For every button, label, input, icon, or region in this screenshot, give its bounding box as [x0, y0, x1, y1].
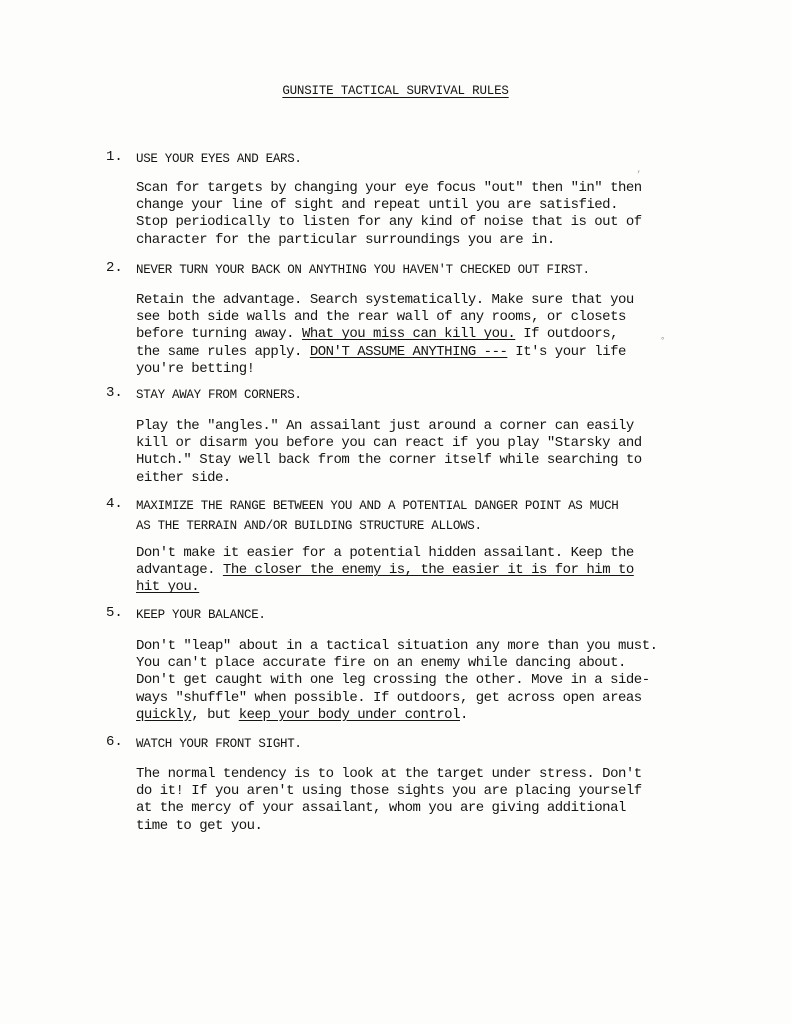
rule-4-text: [136, 545, 666, 597]
rule-number: 3.: [106, 385, 123, 401]
rule-2-text: [136, 292, 666, 378]
underlined-phrase: DON'T ASSUME ANYTHING ---: [309, 343, 508, 360]
text-line: either side.: [136, 469, 231, 486]
rule-number: 2.: [106, 260, 123, 276]
rule-number: 6.: [106, 734, 123, 750]
text-line: time to get you.: [136, 817, 263, 834]
text-segment: the same rules apply.: [136, 343, 302, 360]
text-segment: It's your life: [515, 343, 626, 360]
text-line: kill or disarm you before you can react if you play "Starsky and: [136, 435, 642, 452]
rule-5-text: [136, 638, 666, 724]
underlined-phrase: quickly: [136, 706, 192, 723]
text-line: Scan for targets by changing your eye focus "out" then "in" then: [136, 180, 642, 196]
underlined-phrase: What you miss can kill you.: [301, 326, 516, 343]
rule-heading: NEVER TURN YOUR BACK ON ANYTHING YOU HAVEN'T CHECKED OUT FIRST.: [136, 263, 590, 277]
text-line: Don't get caught with one leg crossing the other. Move in a side-: [136, 672, 650, 689]
scan-speck: ’: [636, 170, 642, 180]
text-line: [136, 707, 666, 724]
text-line: change your line of sight and repeat until you are satisfied.: [136, 197, 618, 214]
text-line: ways "shuffle" when possible. If outdoors, get across open areas: [136, 689, 642, 706]
underlined-phrase: keep your body under control: [238, 706, 460, 723]
rule-heading: KEEP YOUR BALANCE.: [136, 608, 266, 622]
underlined-phrase: hit you.: [136, 579, 200, 596]
text-segment: If outdoors,: [523, 326, 619, 343]
text-line: character for the particular surroundings you are in.: [136, 231, 555, 248]
rule-6-text: [136, 766, 666, 835]
text-line: do it! If you aren't using those sights you are placing yourself: [136, 783, 642, 800]
text-line: [136, 562, 666, 579]
text-line: [136, 344, 666, 361]
rule-number: 5.: [106, 605, 123, 621]
text-line: Don't make it easier for a potential hidden assailant. Keep the: [136, 545, 634, 561]
rule-1-text: [136, 180, 666, 249]
rule-heading: WATCH YOUR FRONT SIGHT.: [136, 737, 302, 751]
rule-3-text: [136, 418, 666, 487]
text-line: The normal tendency is to look at the target under stress. Don't: [136, 766, 642, 782]
rule-heading: USE YOUR EYES AND EARS.: [136, 152, 302, 166]
text-segment: advantage.: [136, 562, 216, 579]
text-line: you're betting!: [136, 360, 255, 377]
text-line: You can't place accurate fire on an enemy while dancing about.: [136, 655, 626, 672]
rule-number: 1.: [106, 149, 123, 165]
text-line: Retain the advantage. Search systematically. Make sure that you: [136, 292, 634, 308]
text-line: Hutch." Stay well back from the corner itself while searching to: [136, 452, 642, 469]
text-segment: .: [459, 706, 468, 723]
text-line: [136, 326, 666, 343]
text-line: see both side walls and the rear wall of any rooms, or closets: [136, 309, 626, 326]
text-line: Don't "leap" about in a tactical situation any more than you must.: [136, 638, 658, 654]
underlined-phrase: The closer the enemy is, the easier it is for him to: [222, 562, 634, 579]
text-line: at the mercy of your assailant, whom you are giving additional: [136, 800, 626, 817]
rule-heading: MAXIMIZE THE RANGE BETWEEN YOU AND A POTENTIAL DANGER POINT AS MUCH AS THE TERRAIN AND/OR BUILDING STRUCTURE ALLOWS.: [136, 499, 619, 533]
text-line: Stop periodically to listen for any kind of noise that is out of: [136, 214, 642, 231]
document-title: GUNSITE TACTICAL SURVIVAL RULES: [282, 84, 509, 98]
rule-heading: STAY AWAY FROM CORNERS.: [136, 388, 302, 402]
text-segment: , but: [191, 706, 231, 723]
text-segment: before turning away.: [136, 326, 295, 343]
scan-speck: °: [660, 336, 666, 346]
text-line: Play the "angles." An assailant just around a corner can easily: [136, 418, 634, 434]
rule-number: 4.: [106, 496, 123, 512]
